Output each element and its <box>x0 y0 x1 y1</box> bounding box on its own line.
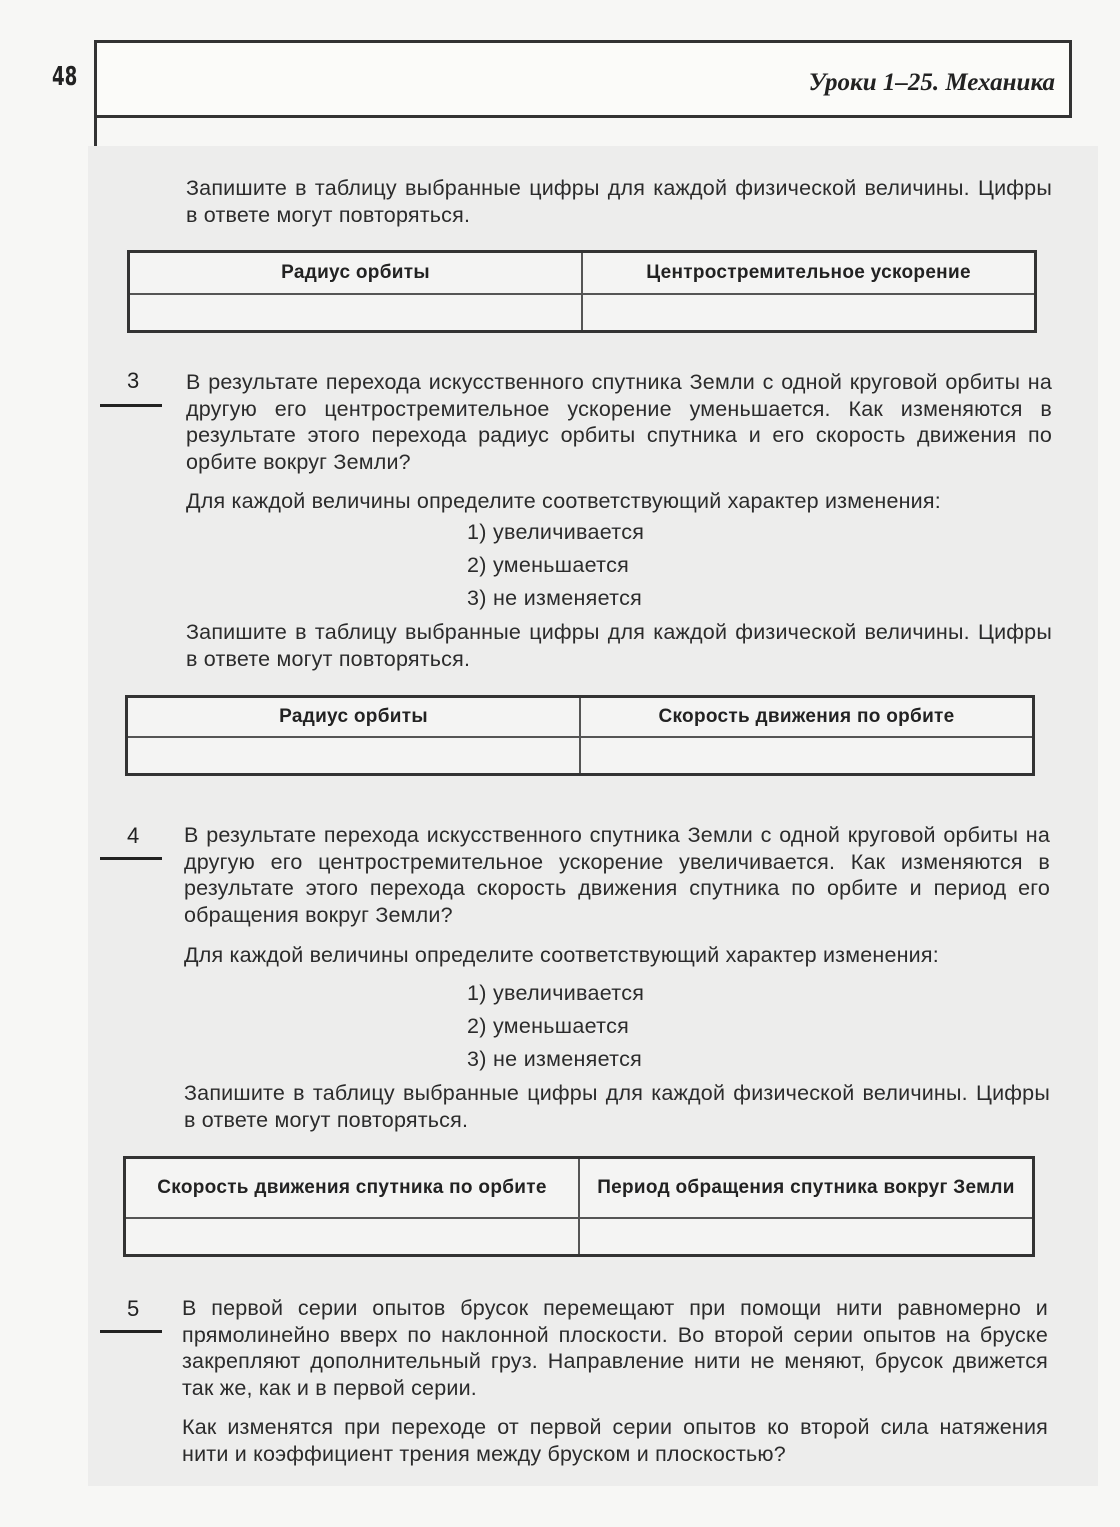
task-3-text: В результате перехода искусственного спутника Земли с одной круговой орбиты на другую его центростремительное ускорение уменьшается. Как изменяются в результате этого перехода радиус орбиты спутника и его скорость движения по орбите вокруг Земли? <box>186 370 1052 474</box>
answer-table-top <box>127 250 1037 333</box>
task-3-option-1: 1) увеличивается <box>467 520 645 544</box>
table-top-answer-cell-2[interactable] <box>582 294 1036 332</box>
task-3-number: 3 <box>127 368 140 393</box>
task-5-text: В первой серии опытов брусок перемещают при помощи нити равномерно и прямолинейно вверх по наклонной плоскости. Во второй серии опытов на бруске закрепляют дополнительный груз. Направление нити не меняют, брусок движется так же, как и в первой серии. <box>182 1296 1048 1400</box>
answer-table-task-4 <box>123 1156 1035 1257</box>
table-top-header-radius: Радиус орбиты <box>129 252 583 294</box>
task-3-marker-line <box>100 404 162 407</box>
table-3-header-radius: Радиус орбиты <box>127 697 581 737</box>
task-4-option-2: 2) уменьшается <box>467 1014 630 1038</box>
answer-table-task-3 <box>125 695 1035 776</box>
table-top-header-acceleration: Центростремительное ускорение <box>582 252 1036 294</box>
task-5-marker-line <box>100 1330 162 1333</box>
task-5-number: 5 <box>127 1296 140 1321</box>
table-3-answer-cell-1[interactable] <box>127 737 581 775</box>
table-3-answer-cell-2[interactable] <box>580 737 1034 775</box>
page-number: 48 <box>52 62 78 92</box>
task-3-instruction: Запишите в таблицу выбранные цифры для каждой физической величины. Цифры в ответе могут повторяться. <box>186 620 1052 671</box>
task-4-instruction: Запишите в таблицу выбранные цифры для каждой физической величины. Цифры в ответе могут повторяться. <box>184 1081 1050 1132</box>
task-3-option-3: 3) не изменяется <box>467 586 643 610</box>
table-4-answer-cell-1[interactable] <box>125 1218 580 1256</box>
header-rule <box>94 116 97 146</box>
task-4-option-1: 1) увеличивается <box>467 981 645 1005</box>
running-header <box>94 40 1072 118</box>
task-3-option-2: 2) уменьшается <box>467 553 630 577</box>
task-3-prompt: Для каждой величины определите соответствующий характер изменения: <box>186 489 941 513</box>
page-content <box>88 146 1098 1486</box>
table-4-header-period: Период обращения спутника вокруг Земли <box>579 1158 1034 1218</box>
table-top-answer-cell-1[interactable] <box>129 294 583 332</box>
table-3-header-speed: Скорость движения по орбите <box>580 697 1034 737</box>
table-4-header-speed: Скорость движения спутника по орбите <box>125 1158 580 1218</box>
task-4-option-3: 3) не изменяется <box>467 1047 643 1071</box>
task-4-marker-line <box>100 857 162 860</box>
running-header-title: Уроки 1–25. Механика <box>808 69 1055 96</box>
table-4-answer-cell-2[interactable] <box>579 1218 1034 1256</box>
task-4-number: 4 <box>127 823 140 848</box>
task-5-question: Как изменятся при переходе от первой серии опытов ко второй сила натяжения нити и коэффициент трения между бруском и плоскостью? <box>182 1415 1048 1466</box>
intro-instruction: Запишите в таблицу выбранные цифры для каждой физической величины. Цифры в ответе могут повторяться. <box>186 176 1052 227</box>
task-4-prompt: Для каждой величины определите соответствующий характер изменения: <box>184 943 939 967</box>
task-4-text: В результате перехода искусственного спутника Земли с одной круговой орбиты на другую его центростремительное ускорение увеличивается. Как изменяются в результате этого перехода скорость движения спутника по орбите и период его обращения вокруг Земли? <box>184 823 1050 927</box>
